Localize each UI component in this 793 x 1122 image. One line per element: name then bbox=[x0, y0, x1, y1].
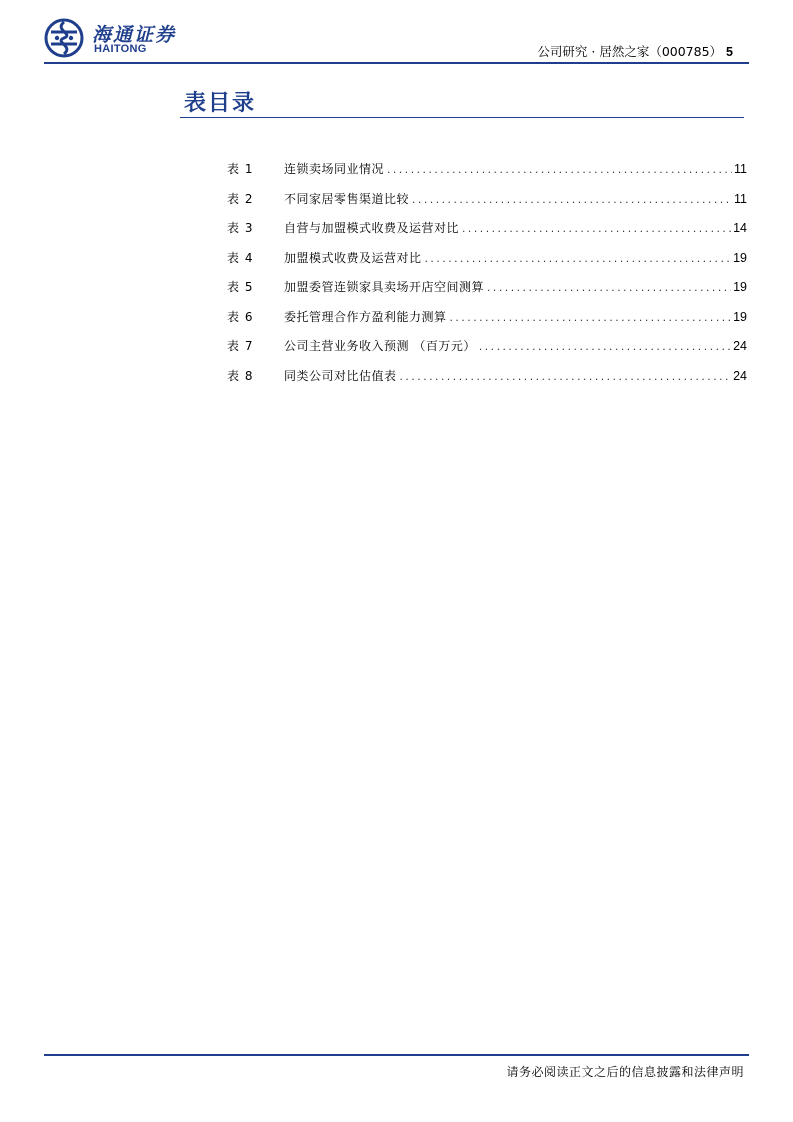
toc-leader-dots bbox=[411, 196, 732, 206]
footer-disclaimer: 请务必阅读正文之后的信息披露和法律声明 bbox=[506, 1065, 744, 1079]
toc-entry[interactable] bbox=[227, 367, 747, 397]
logo-chinese-name: 海通证券 bbox=[92, 24, 177, 46]
table-of-contents bbox=[227, 160, 747, 396]
toc-entry-page: 24 bbox=[733, 368, 747, 383]
toc-entry-page: 14 bbox=[733, 221, 747, 235]
toc-entry-number: 表 2 bbox=[227, 191, 254, 206]
page-title: 表目录 bbox=[184, 90, 257, 116]
toc-entry-number: 表 3 bbox=[227, 221, 254, 235]
toc-entry[interactable] bbox=[227, 190, 747, 220]
toc-leader-dots bbox=[449, 314, 732, 324]
toc-entry-number: 表 4 bbox=[227, 250, 254, 265]
report-header bbox=[537, 42, 733, 60]
logo-english-name: HAITONG bbox=[94, 43, 147, 55]
toc-entry[interactable] bbox=[227, 308, 747, 338]
toc-entry-label: 委托管理合作方盈利能力测算 bbox=[284, 309, 447, 324]
toc-entry-label: 公司主营业务收入预测 （百万元） bbox=[284, 339, 476, 353]
report-info: 公司研究 · 居然之家（000785） bbox=[537, 44, 723, 59]
toc-entry-page: 24 bbox=[733, 339, 747, 353]
toc-leader-dots bbox=[478, 343, 731, 353]
toc-entry-label: 加盟模式收费及运营对比 bbox=[284, 250, 422, 265]
toc-entry-page: 11 bbox=[734, 162, 747, 176]
toc-entry-label: 不同家居零售渠道比较 bbox=[284, 191, 410, 206]
toc-entry-page: 11 bbox=[734, 191, 747, 206]
toc-leader-dots bbox=[461, 225, 731, 235]
toc-entry[interactable] bbox=[227, 278, 747, 308]
footer-divider bbox=[44, 1054, 749, 1056]
toc-entry-number: 表 1 bbox=[227, 162, 254, 176]
toc-entry-page: 19 bbox=[733, 250, 747, 265]
title-divider bbox=[180, 117, 744, 118]
toc-entry[interactable] bbox=[227, 160, 747, 190]
toc-entry[interactable] bbox=[227, 219, 747, 249]
toc-entry-label: 连锁卖场同业情况 bbox=[284, 162, 385, 176]
toc-entry-label: 同类公司对比估值表 bbox=[284, 368, 397, 383]
toc-leader-dots bbox=[486, 284, 731, 294]
toc-entry-number: 表 8 bbox=[227, 368, 254, 383]
toc-leader-dots bbox=[399, 373, 732, 383]
toc-entry-number: 表 5 bbox=[227, 280, 254, 294]
header-divider bbox=[44, 62, 749, 64]
toc-entry-label: 自营与加盟模式收费及运营对比 bbox=[284, 221, 460, 235]
toc-entry-number: 表 7 bbox=[227, 339, 254, 353]
company-logo bbox=[44, 18, 194, 60]
toc-entry[interactable] bbox=[227, 249, 747, 279]
toc-leader-dots bbox=[424, 255, 732, 265]
toc-entry[interactable] bbox=[227, 337, 747, 367]
toc-leader-dots bbox=[386, 166, 732, 176]
toc-entry-number: 表 6 bbox=[227, 309, 254, 324]
page-number: 5 bbox=[726, 45, 733, 59]
toc-entry-label: 加盟委管连锁家具卖场开店空间测算 bbox=[284, 280, 485, 294]
haitong-logo-icon bbox=[44, 18, 84, 58]
toc-entry-page: 19 bbox=[733, 280, 747, 294]
toc-entry-page: 19 bbox=[733, 309, 747, 324]
